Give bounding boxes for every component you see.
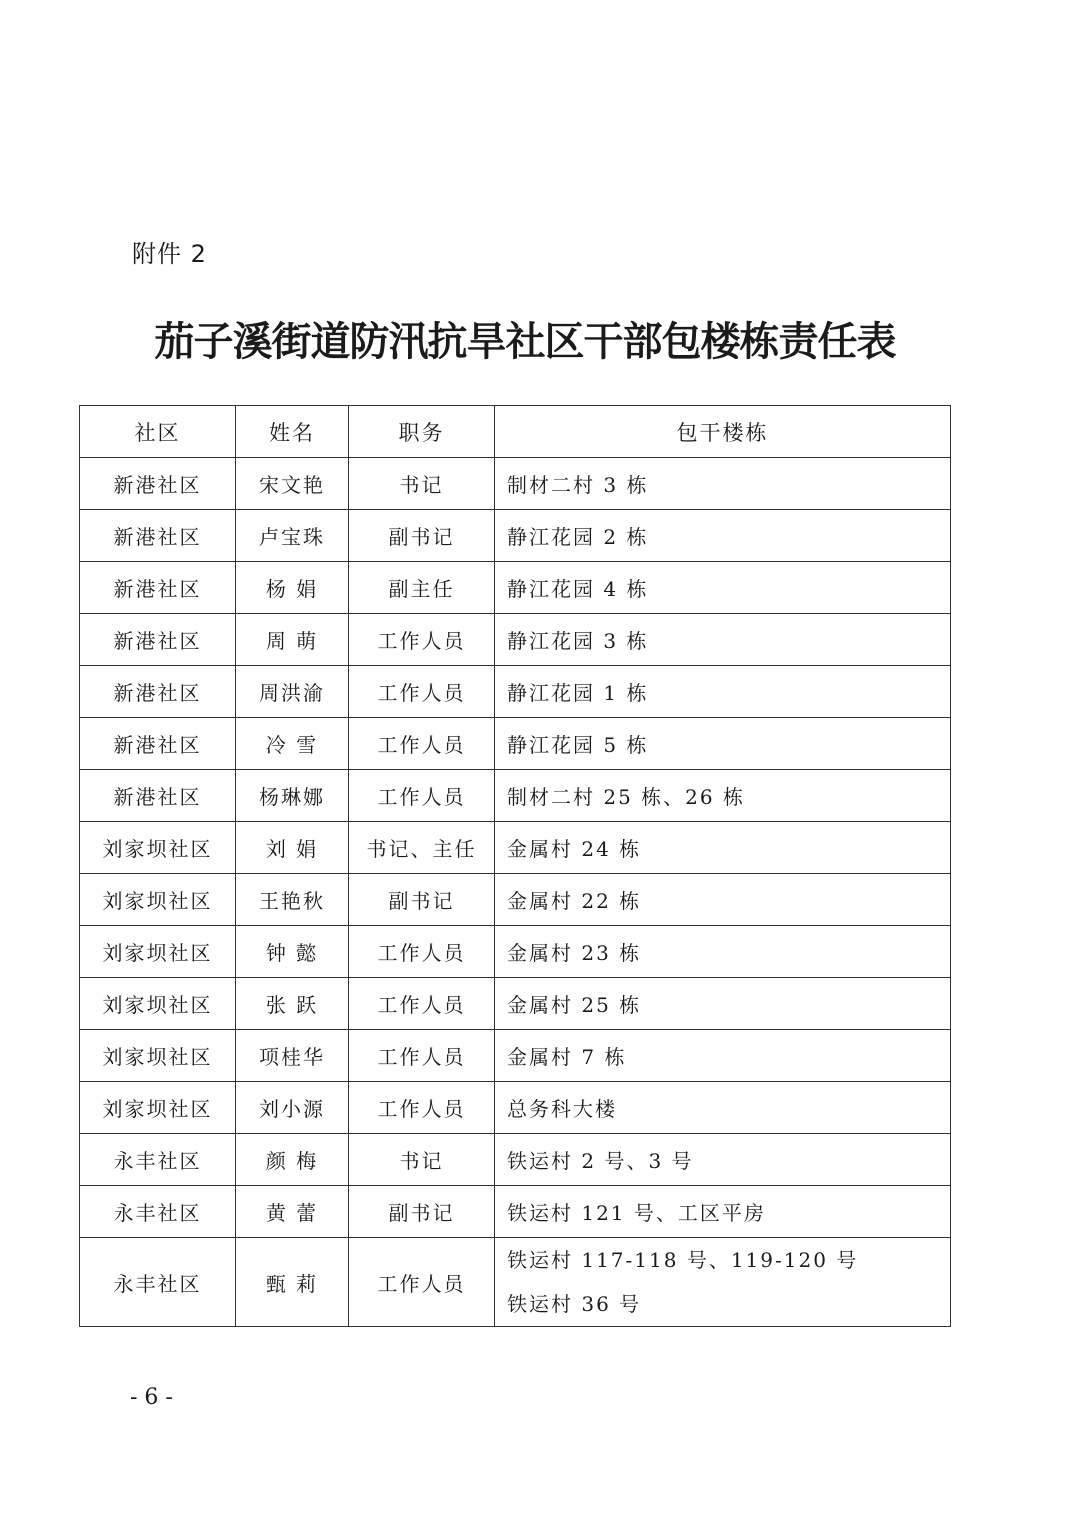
buildings-cell <box>495 874 951 926</box>
buildings-cell <box>495 718 951 770</box>
building-entry: 制材二村 25 栋、26 栋 <box>507 785 745 809</box>
building-entry: 静江花园 5 栋 <box>507 733 649 757</box>
position-cell: 工作人员 <box>349 614 495 666</box>
table-row <box>80 510 951 562</box>
header-name: 姓名 <box>236 406 349 458</box>
header-position: 职务 <box>349 406 495 458</box>
building-entry: 静江花园 2 栋 <box>507 525 649 549</box>
position-cell: 工作人员 <box>349 978 495 1030</box>
community-cell: 新港社区 <box>80 770 236 822</box>
building-entry: 金属村 7 栋 <box>507 1045 627 1069</box>
building-entry: 金属村 25 栋 <box>507 993 642 1017</box>
name-cell: 刘 娟 <box>236 822 349 874</box>
position-cell: 工作人员 <box>349 1082 495 1134</box>
table-row <box>80 562 951 614</box>
table-row <box>80 926 951 978</box>
community-cell: 新港社区 <box>80 614 236 666</box>
community-cell: 永丰社区 <box>80 1238 236 1327</box>
table-row <box>80 1134 951 1186</box>
table-row <box>80 614 951 666</box>
community-cell: 永丰社区 <box>80 1134 236 1186</box>
table-body <box>80 458 951 1327</box>
buildings-cell <box>495 1186 951 1238</box>
building-entry: 总务科大楼 <box>507 1097 617 1121</box>
building-entry: 金属村 22 栋 <box>507 889 642 913</box>
position-cell: 工作人员 <box>349 718 495 770</box>
name-cell: 周洪渝 <box>236 666 349 718</box>
buildings-cell <box>495 978 951 1030</box>
community-cell: 新港社区 <box>80 666 236 718</box>
table-row <box>80 770 951 822</box>
table-header-row <box>80 406 951 458</box>
table-row <box>80 1030 951 1082</box>
buildings-cell <box>495 510 951 562</box>
buildings-cell <box>495 458 951 510</box>
position-cell: 工作人员 <box>349 926 495 978</box>
buildings-cell <box>495 926 951 978</box>
buildings-cell <box>495 614 951 666</box>
community-cell: 刘家坝社区 <box>80 874 236 926</box>
buildings-cell <box>495 822 951 874</box>
buildings-cell <box>495 1082 951 1134</box>
name-cell: 杨琳娜 <box>236 770 349 822</box>
name-cell: 钟 懿 <box>236 926 349 978</box>
name-cell: 项桂华 <box>236 1030 349 1082</box>
table-row <box>80 458 951 510</box>
community-cell: 刘家坝社区 <box>80 1030 236 1082</box>
buildings-cell <box>495 562 951 614</box>
position-cell: 书记 <box>349 458 495 510</box>
header-buildings: 包干楼栋 <box>495 406 951 458</box>
buildings-cell <box>495 770 951 822</box>
name-cell: 冷 雪 <box>236 718 349 770</box>
community-cell: 新港社区 <box>80 718 236 770</box>
table-row <box>80 1186 951 1238</box>
community-cell: 永丰社区 <box>80 1186 236 1238</box>
table-row <box>80 978 951 1030</box>
table-row <box>80 666 951 718</box>
community-cell: 刘家坝社区 <box>80 926 236 978</box>
name-cell: 黄 蕾 <box>236 1186 349 1238</box>
name-cell: 杨 娟 <box>236 562 349 614</box>
name-cell: 甄 莉 <box>236 1238 349 1327</box>
community-cell: 新港社区 <box>80 510 236 562</box>
table-row <box>80 718 951 770</box>
community-cell: 刘家坝社区 <box>80 1082 236 1134</box>
buildings-cell <box>495 1030 951 1082</box>
name-cell: 卢宝珠 <box>236 510 349 562</box>
building-entry: 制材二村 3 栋 <box>507 473 649 497</box>
community-cell: 刘家坝社区 <box>80 978 236 1030</box>
table-row <box>80 1082 951 1134</box>
position-cell: 副主任 <box>349 562 495 614</box>
buildings-cell <box>495 1238 951 1327</box>
position-cell: 工作人员 <box>349 770 495 822</box>
position-cell: 副书记 <box>349 1186 495 1238</box>
position-cell: 副书记 <box>349 874 495 926</box>
position-cell: 书记 <box>349 1134 495 1186</box>
table-row <box>80 822 951 874</box>
name-cell: 刘小源 <box>236 1082 349 1134</box>
position-cell: 工作人员 <box>349 1030 495 1082</box>
name-cell: 周 萌 <box>236 614 349 666</box>
building-entry: 铁运村 121 号、工区平房 <box>507 1201 766 1225</box>
document-title: 茄子溪街道防汛抗旱社区干部包楼栋责任表 <box>154 319 896 365</box>
building-entry: 金属村 24 栋 <box>507 837 642 861</box>
community-cell: 新港社区 <box>80 458 236 510</box>
building-entry: 铁运村 2 号、3 号 <box>507 1149 694 1173</box>
building-entry: 铁运村 36 号 <box>507 1292 642 1316</box>
community-cell: 刘家坝社区 <box>80 822 236 874</box>
table-row <box>80 874 951 926</box>
building-entry: 静江花园 1 栋 <box>507 681 649 705</box>
buildings-cell <box>495 1134 951 1186</box>
building-entry: 铁运村 117-118 号、119-120 号 <box>507 1248 859 1272</box>
position-cell: 工作人员 <box>349 1238 495 1327</box>
position-cell: 工作人员 <box>349 666 495 718</box>
building-entry: 静江花园 4 栋 <box>507 577 649 601</box>
attachment-label: 附件 2 <box>132 240 207 268</box>
header-community: 社区 <box>80 406 236 458</box>
community-cell: 新港社区 <box>80 562 236 614</box>
name-cell: 宋文艳 <box>236 458 349 510</box>
building-entry: 金属村 23 栋 <box>507 941 642 965</box>
table-row <box>80 1238 951 1327</box>
position-cell: 副书记 <box>349 510 495 562</box>
buildings-cell <box>495 666 951 718</box>
responsibility-table <box>79 405 951 1327</box>
page-number: - 6 - <box>130 1385 173 1410</box>
name-cell: 王艳秋 <box>236 874 349 926</box>
position-cell: 书记、主任 <box>349 822 495 874</box>
name-cell: 张 跃 <box>236 978 349 1030</box>
name-cell: 颜 梅 <box>236 1134 349 1186</box>
building-entry: 静江花园 3 栋 <box>507 629 649 653</box>
